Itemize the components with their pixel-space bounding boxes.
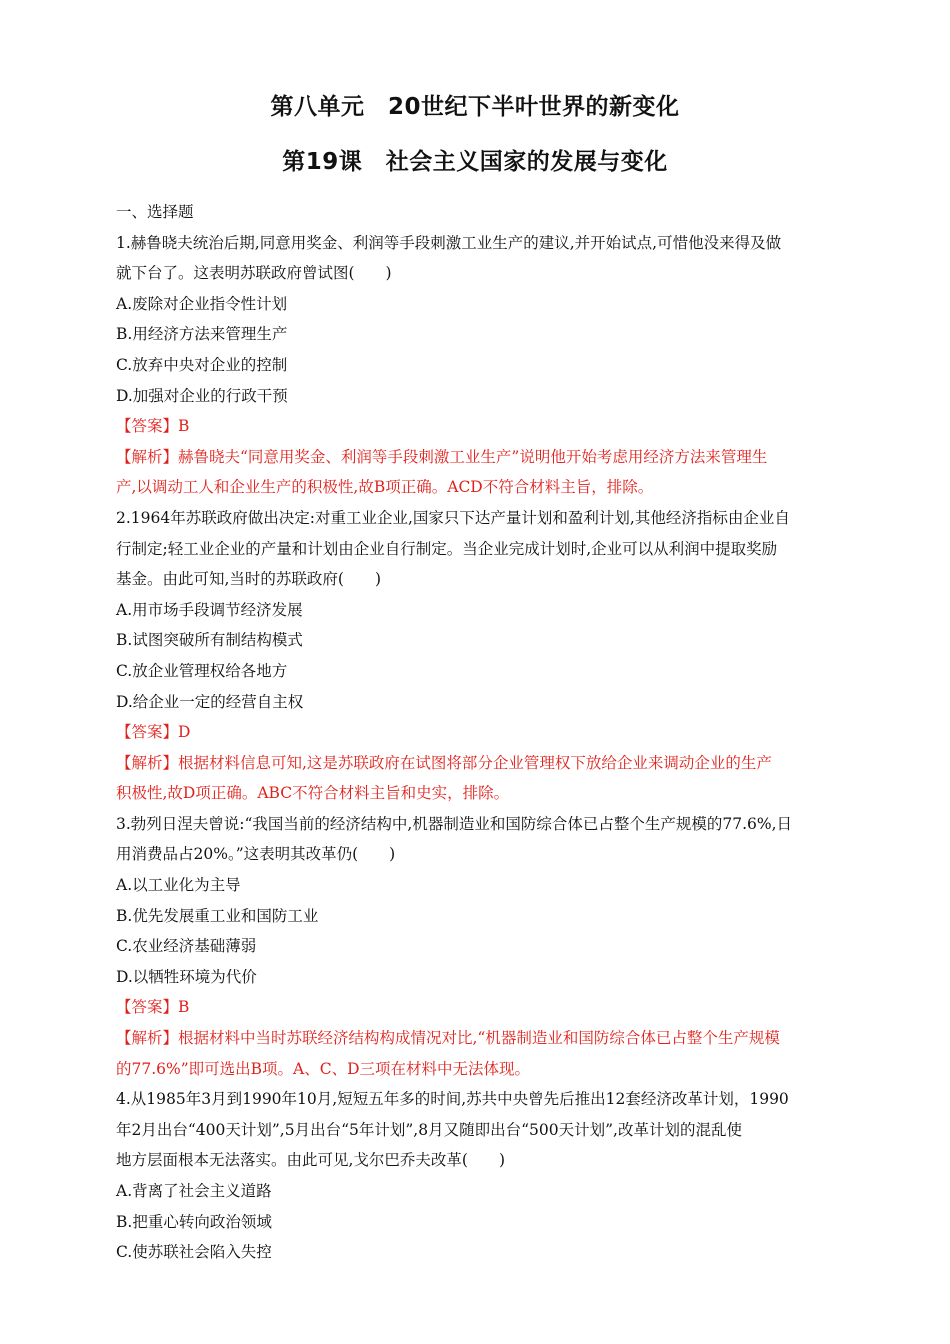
answer: 【答案】D bbox=[116, 723, 191, 742]
question-1 bbox=[116, 228, 836, 503]
question-stem-line: 用消费品占20%。”这表明其改革仍( ) bbox=[116, 845, 396, 864]
question-stem-line: 2.1964年苏联政府做出决定:对重工业企业,国家只下达产量计划和盈利计划,其他经济指标由企业自 bbox=[116, 508, 790, 527]
answer: 【答案】B bbox=[116, 417, 190, 436]
analysis-line: 【解析】根据材料中当时苏联经济结构构成情况对比,“机器制造业和国防综合体已占整个生产规模 bbox=[116, 1029, 780, 1048]
option-c: C.农业经济基础薄弱 bbox=[116, 937, 257, 956]
question-stem-line: 基金。由此可知,当时的苏联政府( ) bbox=[116, 570, 382, 589]
question-stem-line: 就下台了。这表明苏联政府曾试图( ) bbox=[116, 264, 392, 283]
option-b: B.用经济方法来管理生产 bbox=[116, 325, 288, 344]
option-d: D.给企业一定的经营自主权 bbox=[116, 692, 304, 711]
question-stem-line: 1.赫鲁晓夫统治后期,同意用奖金、利润等手段刺激工业生产的建议,并开始试点,可惜他没来得及做 bbox=[116, 233, 782, 252]
option-b: B.试图突破所有制结构模式 bbox=[116, 631, 303, 650]
question-2 bbox=[116, 503, 836, 809]
analysis-line: 【解析】赫鲁晓夫“同意用奖金、利润等手段刺激工业生产”说明他开始考虑用经济方法来管理生 bbox=[116, 447, 768, 466]
lesson-title: 第19课 社会主义国家的发展与变化 bbox=[282, 149, 668, 175]
question-stem-line: 地方层面根本无法落实。由此可见,戈尔巴乔夫改革( ) bbox=[116, 1151, 506, 1170]
question-4 bbox=[116, 1084, 836, 1268]
question-stem-line: 行制定;轻工业企业的产量和计划由企业自行制定。当企业完成计划时,企业可以从利润中提取奖励 bbox=[116, 539, 778, 558]
option-a: A.用市场手段调节经济发展 bbox=[116, 600, 303, 619]
option-c: C.放企业管理权给各地方 bbox=[116, 661, 288, 680]
option-c: C.放弃中央对企业的控制 bbox=[116, 355, 288, 374]
option-b: B.优先发展重工业和国防工业 bbox=[116, 906, 319, 925]
analysis-line: 的77.6%”即可选出B项。A、C、D三项在材料中无法体现。 bbox=[116, 1059, 531, 1078]
question-stem-line: 3.勃列日涅夫曾说:“我国当前的经济结构中,机器制造业和国防综合体已占整个生产规模的77.6%,日 bbox=[116, 814, 793, 833]
document-body bbox=[116, 197, 836, 1268]
analysis-line: 产,以调动工人和企业生产的积极性,故B项正确。ACD不符合材料主旨，排除。 bbox=[116, 478, 654, 497]
question-stem-line: 4.从1985年3月到1990年10月,短短五年多的时间,苏共中央曾先后推出12套经济改革计划，1990 bbox=[116, 1090, 789, 1109]
option-b: B.把重心转向政治领域 bbox=[116, 1212, 272, 1231]
option-d: D.以牺牲环境为代价 bbox=[116, 967, 257, 986]
question-3 bbox=[116, 809, 836, 1084]
answer: 【答案】B bbox=[116, 998, 190, 1017]
analysis-line: 积极性,故D项正确。ABC不符合材料主旨和史实，排除。 bbox=[116, 784, 510, 803]
option-a: A.背离了社会主义道路 bbox=[116, 1182, 272, 1200]
option-a: A.废除对企业指令性计划 bbox=[116, 294, 288, 313]
option-d: D.加强对企业的行政干预 bbox=[116, 386, 288, 405]
option-c: C.使苏联社会陷入失控 bbox=[116, 1243, 272, 1262]
option-a: A.以工业化为主导 bbox=[116, 876, 241, 895]
question-stem-line: 年2月出台“400天计划”,5月出台“5年计划”,8月又随即出台“500天计划”,改革计划的混乱使 bbox=[116, 1120, 742, 1139]
unit-title: 第八单元 20世纪下半叶世界的新变化 bbox=[270, 94, 680, 120]
section-label: 一、选择题 bbox=[116, 203, 194, 221]
analysis-line: 【解析】根据材料信息可知,这是苏联政府在试图将部分企业管理权下放给企业来调动企业的生产 bbox=[116, 753, 772, 772]
